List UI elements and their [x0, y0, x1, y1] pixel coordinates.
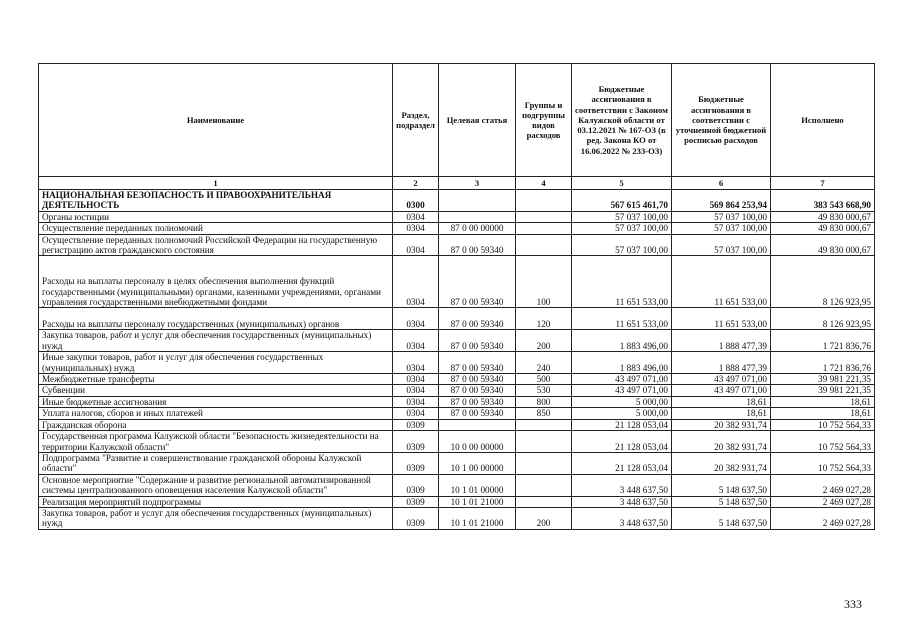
- row-executed-amount: 10 752 564,33: [771, 419, 875, 430]
- row-executed-amount: 2 469 027,28: [771, 507, 875, 529]
- row-target: 10 1 00 00000: [439, 452, 516, 474]
- row-name: НАЦИОНАЛЬНАЯ БЕЗОПАСНОСТЬ И ПРАВООХРАНИТЕЛЬНАЯ ДЕЯТЕЛЬНОСТЬ: [39, 190, 393, 212]
- row-refined-amount: 43 497 071,00: [672, 385, 771, 396]
- row-group: [516, 474, 572, 496]
- row-law-amount: 57 037 100,00: [572, 223, 672, 234]
- header-section: Раздел, подраздел: [393, 64, 439, 177]
- header-row: [39, 64, 875, 177]
- row-target: 10 0 00 00000: [439, 431, 516, 453]
- column-number: 1: [39, 177, 393, 190]
- row-executed-amount: 18,61: [771, 408, 875, 419]
- row-executed-amount: 1 721 836,76: [771, 330, 875, 352]
- row-group: [516, 431, 572, 453]
- row-name: Расходы на выплаты персоналу государственных (муниципальных) органов: [39, 308, 393, 330]
- row-target: 87 0 00 59340: [439, 330, 516, 352]
- row-refined-amount: 11 651 533,00: [672, 256, 771, 308]
- header-law: Бюджетные ассигнования в соответствии с Законом Калужской области от 03.12.2021 № 167-ОЗ (в ред. Закона КО от 16.06.2022 № 233-ОЗ): [572, 64, 672, 177]
- row-name: Иные бюджетные ассигнования: [39, 396, 393, 407]
- row-group: 100: [516, 256, 572, 308]
- row-name: Подпрограмма "Развитие и совершенствование гражданской обороны Калужской области": [39, 452, 393, 474]
- row-refined-amount: 57 037 100,00: [672, 234, 771, 256]
- table-row: [39, 234, 875, 256]
- row-group: [516, 190, 572, 212]
- row-target: 87 0 00 59340: [439, 256, 516, 308]
- row-section: 0304: [393, 308, 439, 330]
- row-section: 0309: [393, 452, 439, 474]
- row-group: [516, 234, 572, 256]
- header-target: Целевая статья: [439, 64, 516, 177]
- column-number: 3: [439, 177, 516, 190]
- row-executed-amount: 49 830 000,67: [771, 223, 875, 234]
- table-row: [39, 452, 875, 474]
- row-target: 87 0 00 59340: [439, 234, 516, 256]
- column-number: 4: [516, 177, 572, 190]
- row-executed-amount: 2 469 027,28: [771, 474, 875, 496]
- row-target: [439, 211, 516, 222]
- table-row: [39, 385, 875, 396]
- row-name: Государственная программа Калужской области "Безопасность жизнедеятельности на территории Калужской области": [39, 431, 393, 453]
- row-law-amount: 567 615 461,70: [572, 190, 672, 212]
- row-refined-amount: 5 148 637,50: [672, 507, 771, 529]
- row-section: 0309: [393, 474, 439, 496]
- row-name: Межбюджетные трансферты: [39, 374, 393, 385]
- row-refined-amount: 57 037 100,00: [672, 223, 771, 234]
- table-row: [39, 190, 875, 212]
- row-executed-amount: 383 543 668,90: [771, 190, 875, 212]
- row-target: 10 1 01 00000: [439, 474, 516, 496]
- budget-table-container: [38, 63, 874, 530]
- row-group: 500: [516, 374, 572, 385]
- row-refined-amount: 57 037 100,00: [672, 211, 771, 222]
- table-row: [39, 408, 875, 419]
- row-target: 87 0 00 59340: [439, 396, 516, 407]
- row-law-amount: 57 037 100,00: [572, 234, 672, 256]
- row-name: Расходы на выплаты персоналу в целях обеспечения выполнения функций государственными (муниципальными) органами, казенными учреждениями, органами управления государственными внебюджетными фондами: [39, 256, 393, 308]
- row-law-amount: 3 448 637,50: [572, 507, 672, 529]
- row-group: [516, 223, 572, 234]
- row-refined-amount: 5 148 637,50: [672, 474, 771, 496]
- row-group: [516, 496, 572, 507]
- row-target: [439, 419, 516, 430]
- row-group: [516, 419, 572, 430]
- row-executed-amount: 10 752 564,33: [771, 431, 875, 453]
- table-row: [39, 396, 875, 407]
- row-group: 240: [516, 352, 572, 374]
- row-law-amount: 21 128 053,04: [572, 431, 672, 453]
- table-row: [39, 474, 875, 496]
- budget-table: [38, 63, 875, 530]
- row-law-amount: 5 000,00: [572, 396, 672, 407]
- row-law-amount: 1 883 496,00: [572, 352, 672, 374]
- row-target: 87 0 00 59340: [439, 352, 516, 374]
- row-group: 850: [516, 408, 572, 419]
- table-row: [39, 374, 875, 385]
- table-row: [39, 308, 875, 330]
- table-row: [39, 223, 875, 234]
- page-number: 333: [844, 597, 862, 611]
- header-name: Наименование: [39, 64, 393, 177]
- row-refined-amount: 20 382 931,74: [672, 452, 771, 474]
- row-section: 0304: [393, 385, 439, 396]
- row-refined-amount: 11 651 533,00: [672, 308, 771, 330]
- table-row: [39, 211, 875, 222]
- row-executed-amount: 10 752 564,33: [771, 452, 875, 474]
- row-name: Иные закупки товаров, работ и услуг для обеспечения государственных (муниципальных) нужд: [39, 352, 393, 374]
- row-section: 0304: [393, 256, 439, 308]
- row-refined-amount: 43 497 071,00: [672, 374, 771, 385]
- row-executed-amount: 39 981 221,35: [771, 374, 875, 385]
- row-section: 0304: [393, 374, 439, 385]
- row-refined-amount: 20 382 931,74: [672, 419, 771, 430]
- table-row: [39, 507, 875, 529]
- row-law-amount: 11 651 533,00: [572, 256, 672, 308]
- header-executed: Исполнено: [771, 64, 875, 177]
- row-group: 200: [516, 330, 572, 352]
- row-target: 87 0 00 59340: [439, 408, 516, 419]
- row-law-amount: 11 651 533,00: [572, 308, 672, 330]
- row-name: Закупка товаров, работ и услуг для обеспечения государственных (муниципальных) нужд: [39, 330, 393, 352]
- table-row: [39, 352, 875, 374]
- row-name: Гражданская оборона: [39, 419, 393, 430]
- header-refined: Бюджетные ассигнования в соответствии с уточненной бюджетной росписью расходов: [672, 64, 771, 177]
- row-refined-amount: 18,61: [672, 396, 771, 407]
- row-executed-amount: 39 981 221,35: [771, 385, 875, 396]
- row-group: 800: [516, 396, 572, 407]
- header-groups: Группы и подгруппы видов расходов: [516, 64, 572, 177]
- row-section: 0304: [393, 234, 439, 256]
- row-group: 530: [516, 385, 572, 396]
- row-law-amount: 43 497 071,00: [572, 374, 672, 385]
- column-number: 2: [393, 177, 439, 190]
- row-target: 87 0 00 59340: [439, 374, 516, 385]
- row-refined-amount: 20 382 931,74: [672, 431, 771, 453]
- row-name: Реализация мероприятий подпрограммы: [39, 496, 393, 507]
- row-name: Органы юстиции: [39, 211, 393, 222]
- row-section: 0304: [393, 408, 439, 419]
- row-refined-amount: 569 864 253,94: [672, 190, 771, 212]
- row-group: 200: [516, 507, 572, 529]
- row-law-amount: 21 128 053,04: [572, 452, 672, 474]
- row-section: 0309: [393, 419, 439, 430]
- table-row: [39, 496, 875, 507]
- row-target: 10 1 01 21000: [439, 496, 516, 507]
- row-name: Закупка товаров, работ и услуг для обеспечения государственных (муниципальных) нужд: [39, 507, 393, 529]
- row-executed-amount: 2 469 027,28: [771, 496, 875, 507]
- row-section: 0304: [393, 223, 439, 234]
- row-section: 0304: [393, 396, 439, 407]
- table-row: [39, 256, 875, 308]
- row-law-amount: 3 448 637,50: [572, 496, 672, 507]
- row-refined-amount: 1 888 477,39: [672, 352, 771, 374]
- row-executed-amount: 49 830 000,67: [771, 234, 875, 256]
- row-executed-amount: 49 830 000,67: [771, 211, 875, 222]
- row-section: 0304: [393, 330, 439, 352]
- table-row: [39, 419, 875, 430]
- row-law-amount: 3 448 637,50: [572, 474, 672, 496]
- row-section: 0309: [393, 507, 439, 529]
- table-body: [39, 190, 875, 530]
- table-row: [39, 431, 875, 453]
- row-section: 0309: [393, 496, 439, 507]
- row-group: [516, 452, 572, 474]
- column-number: 7: [771, 177, 875, 190]
- row-executed-amount: 1 721 836,76: [771, 352, 875, 374]
- row-name: Осуществление переданных полномочий: [39, 223, 393, 234]
- row-executed-amount: 18,61: [771, 396, 875, 407]
- row-law-amount: 57 037 100,00: [572, 211, 672, 222]
- row-group: 120: [516, 308, 572, 330]
- row-section: 0309: [393, 431, 439, 453]
- row-name: Осуществление переданных полномочий Российской Федерации на государственную регистрацию актов гражданского состояния: [39, 234, 393, 256]
- column-number: 5: [572, 177, 672, 190]
- row-law-amount: 43 497 071,00: [572, 385, 672, 396]
- row-refined-amount: 5 148 637,50: [672, 496, 771, 507]
- row-section: 0304: [393, 352, 439, 374]
- row-name: Субвенции: [39, 385, 393, 396]
- row-law-amount: 1 883 496,00: [572, 330, 672, 352]
- row-target: 87 0 00 00000: [439, 223, 516, 234]
- row-law-amount: 21 128 053,04: [572, 419, 672, 430]
- row-law-amount: 5 000,00: [572, 408, 672, 419]
- row-executed-amount: 8 126 923,95: [771, 308, 875, 330]
- row-target: 10 1 01 21000: [439, 507, 516, 529]
- table-row: [39, 330, 875, 352]
- row-refined-amount: 1 888 477,39: [672, 330, 771, 352]
- row-group: [516, 211, 572, 222]
- row-name: Основное мероприятие "Содержание и развитие региональной автоматизированной системы централизованного оповещения населения Калужской области": [39, 474, 393, 496]
- row-section: 0300: [393, 190, 439, 212]
- row-refined-amount: 18,61: [672, 408, 771, 419]
- row-target: 87 0 00 59340: [439, 308, 516, 330]
- column-number-row: [39, 177, 875, 190]
- column-number: 6: [672, 177, 771, 190]
- row-executed-amount: 8 126 923,95: [771, 256, 875, 308]
- row-target: 87 0 00 59340: [439, 385, 516, 396]
- row-target: [439, 190, 516, 212]
- row-section: 0304: [393, 211, 439, 222]
- row-name: Уплата налогов, сборов и иных платежей: [39, 408, 393, 419]
